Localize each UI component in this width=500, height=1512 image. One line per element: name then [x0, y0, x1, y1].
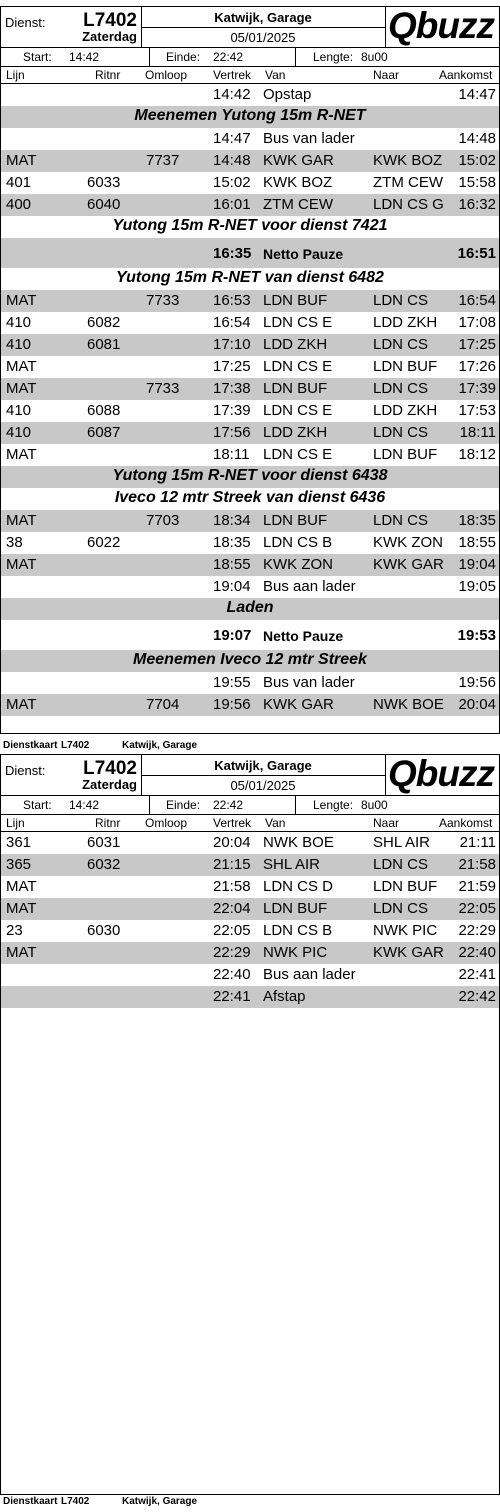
from-stop: LDN CS E	[263, 358, 333, 375]
trip-row	[1, 986, 499, 1008]
to-stop: KWK BOZ	[373, 152, 443, 169]
departure-time: 19:07	[213, 627, 252, 644]
arrival-time: 22:05	[458, 900, 496, 917]
start-time: 14:42	[69, 50, 100, 64]
line-number: 410	[6, 314, 32, 331]
from-stop: LDN BUF	[263, 512, 328, 529]
from-stop: Bus aan lader	[263, 578, 356, 595]
start-label: Start:	[23, 798, 52, 812]
trip-row	[1, 444, 499, 466]
line-number: MAT	[6, 900, 37, 917]
dienst-number: L7402	[83, 10, 137, 31]
arrival-time: 18:11	[459, 424, 496, 441]
schedule-table	[1, 832, 499, 1008]
arrival-time: 19:05	[458, 578, 496, 595]
footer-label: Dienstkaart	[3, 1496, 58, 1507]
line-number: 361	[6, 834, 32, 851]
departure-time: 15:02	[213, 174, 251, 191]
from-stop: KWK ZON	[263, 556, 333, 573]
trip-row	[1, 694, 499, 716]
to-stop: LDN CS G	[373, 196, 444, 213]
arrival-time: 19:56	[458, 674, 496, 691]
arrival-time: 15:58	[458, 174, 496, 191]
day-label: Zaterdag	[82, 777, 137, 792]
from-stop: LDN BUF	[263, 900, 328, 917]
block-number: 7733	[146, 292, 180, 309]
end-time: 22:42	[213, 798, 244, 812]
location: Katwijk, Garage	[214, 10, 312, 25]
arrival-time: 14:48	[458, 130, 496, 147]
departure-time: 16:53	[213, 292, 251, 309]
logo-cell	[386, 7, 499, 47]
from-stop: Bus van lader	[263, 130, 355, 147]
trip-row	[1, 576, 499, 598]
arrival-time: 18:35	[458, 512, 496, 529]
section-title: Meenemen Yutong 15m R-NET	[134, 107, 366, 124]
trip-number: 6040	[87, 196, 121, 213]
start-time: 14:42	[69, 798, 100, 812]
location-cell	[141, 755, 386, 795]
departure-time: 22:05	[213, 922, 251, 939]
arrival-time: 14:47	[458, 86, 496, 103]
from-stop: Afstap	[263, 988, 306, 1005]
trip-row	[1, 920, 499, 942]
trip-row	[1, 150, 499, 172]
from-stop: SHL AIR	[263, 856, 320, 873]
col-van: Van	[265, 816, 286, 830]
qbuzz-logo: Qbuzz	[388, 753, 494, 794]
col-omloop: Omloop	[145, 816, 188, 830]
line-number: MAT	[6, 556, 37, 573]
start-label: Start:	[23, 50, 52, 64]
arrival-time: 19:53	[457, 627, 496, 644]
block-number: 7733	[146, 380, 180, 397]
departure-time: 22:40	[213, 966, 251, 983]
col-naar: Naar	[373, 68, 400, 82]
departure-time: 16:54	[213, 314, 251, 331]
trip-row	[1, 964, 499, 986]
pause-row	[1, 238, 499, 268]
col-naar: Naar	[373, 816, 400, 830]
trip-row	[1, 128, 499, 150]
departure-time: 18:34	[213, 512, 251, 529]
line-number: MAT	[6, 696, 37, 713]
arrival-time: 22:29	[458, 922, 496, 939]
departure-time: 20:04	[213, 834, 251, 851]
section-title: Yutong 15m R-NET voor dienst 7421	[112, 217, 388, 234]
departure-time: 19:04	[213, 578, 251, 595]
line-number: MAT	[6, 292, 37, 309]
section-heading-row	[1, 598, 499, 620]
arrival-time: 17:26	[458, 358, 496, 375]
section-heading-row	[1, 650, 499, 672]
departure-time: 16:01	[213, 196, 251, 213]
end-label: Einde:	[166, 50, 201, 64]
length-value: 8u00	[361, 50, 388, 64]
line-number: 365	[6, 856, 32, 873]
trip-number: 6031	[87, 834, 121, 851]
footer-dienst: L7402	[61, 740, 90, 751]
from-stop: KWK BOZ	[263, 174, 333, 191]
col-vertrek: Vertrek	[213, 816, 252, 830]
departure-time: 18:55	[213, 556, 251, 573]
to-stop: ZTM CEW	[373, 174, 443, 191]
to-stop: KWK ZON	[373, 534, 443, 551]
line-number: MAT	[6, 358, 37, 375]
col-aankomst: Aankomst	[439, 816, 493, 830]
length-value: 8u00	[361, 798, 388, 812]
arrival-time: 21:58	[458, 856, 496, 873]
dienstkaart-page-2	[0, 754, 500, 1495]
trip-row	[1, 422, 499, 444]
to-stop: LDN BUF	[373, 878, 438, 895]
col-omloop: Omloop	[145, 68, 188, 82]
line-number: 410	[6, 424, 32, 441]
location: Katwijk, Garage	[214, 758, 312, 773]
col-ritnr: Ritnr	[95, 68, 121, 82]
trip-number: 6088	[87, 402, 121, 419]
departure-time: 17:10	[213, 336, 251, 353]
card-header	[1, 7, 499, 48]
arrival-time: 17:25	[458, 336, 496, 353]
departure-time: 19:55	[213, 674, 251, 691]
trip-row	[1, 832, 499, 854]
line-number: MAT	[6, 380, 37, 397]
arrival-time: 20:04	[458, 696, 496, 713]
col-ritnr: Ritnr	[95, 816, 121, 830]
from-stop: Bus aan lader	[263, 966, 356, 983]
dienst-label: Dienst:	[5, 15, 46, 30]
departure-time: 21:15	[213, 856, 251, 873]
to-stop: LDD ZKH	[373, 402, 438, 419]
pause-row	[1, 620, 499, 650]
line-number: 400	[6, 196, 32, 213]
departure-time: 14:42	[213, 86, 251, 103]
departure-time: 22:41	[213, 988, 251, 1005]
from-stop: LDN CS E	[263, 314, 333, 331]
to-stop: LDN CS	[373, 292, 429, 309]
from-stop: LDN BUF	[263, 292, 328, 309]
to-stop: LDN CS	[373, 380, 429, 397]
dienst-label: Dienst:	[5, 763, 46, 778]
dienstkaart-page-1	[0, 6, 500, 734]
section-heading-row	[1, 106, 499, 128]
trip-row	[1, 876, 499, 898]
line-number: 410	[6, 336, 32, 353]
departure-time: 17:39	[213, 402, 251, 419]
line-number: MAT	[6, 878, 37, 895]
from-stop: ZTM CEW	[263, 196, 333, 213]
to-stop: SHL AIR	[373, 834, 430, 851]
trip-row	[1, 356, 499, 378]
arrival-time: 16:54	[458, 292, 496, 309]
col-vertrek: Vertrek	[213, 68, 252, 82]
trip-row	[1, 898, 499, 920]
departure-time: 17:38	[213, 380, 251, 397]
to-stop: LDN BUF	[373, 358, 438, 375]
day-label: Zaterdag	[82, 29, 137, 44]
dienst-cell	[1, 7, 142, 47]
trip-number: 6082	[87, 314, 121, 331]
trip-row	[1, 554, 499, 576]
trip-row	[1, 172, 499, 194]
departure-time: 14:48	[213, 152, 251, 169]
trip-number: 6022	[87, 534, 121, 551]
card-header	[1, 755, 499, 796]
to-stop: LDN BUF	[373, 446, 438, 463]
departure-time: 22:29	[213, 944, 251, 961]
trip-row	[1, 510, 499, 532]
column-header-row	[1, 815, 499, 832]
departure-time: 22:04	[213, 900, 251, 917]
arrival-time: 22:41	[458, 966, 496, 983]
to-stop: LDD ZKH	[373, 314, 438, 331]
location-cell	[141, 7, 386, 47]
trip-row	[1, 400, 499, 422]
to-stop: LDN CS	[373, 512, 429, 529]
section-heading-row	[1, 268, 499, 290]
trip-row	[1, 378, 499, 400]
arrival-time: 16:51	[457, 245, 496, 262]
departure-time: 16:35	[213, 245, 252, 262]
pause-label: Netto Pauze	[263, 628, 344, 644]
to-stop: NWK PIC	[373, 922, 438, 939]
trip-number: 6032	[87, 856, 121, 873]
from-stop: LDD ZKH	[263, 424, 328, 441]
qbuzz-logo: Qbuzz	[388, 5, 494, 46]
to-stop: NWK BOE	[373, 696, 444, 713]
arrival-time: 15:02	[458, 152, 496, 169]
from-stop: Opstap	[263, 86, 312, 103]
col-aankomst: Aankomst	[439, 68, 493, 82]
from-stop: KWK GAR	[263, 152, 334, 169]
dienst-cell	[1, 755, 142, 795]
from-stop: LDN BUF	[263, 380, 328, 397]
length-label: Lengte:	[313, 50, 354, 64]
dienst-number: L7402	[83, 758, 137, 779]
line-number: 38	[6, 534, 23, 551]
from-stop: NWK PIC	[263, 944, 328, 961]
section-heading-row	[1, 488, 499, 510]
trip-number: 6081	[87, 336, 121, 353]
arrival-time: 17:53	[458, 402, 496, 419]
trip-row	[1, 84, 499, 106]
line-number: 401	[6, 174, 32, 191]
arrival-time: 22:42	[458, 988, 496, 1005]
line-number: 410	[6, 402, 32, 419]
arrival-time: 18:12	[458, 446, 496, 463]
column-header-row	[1, 67, 499, 84]
section-heading-row	[1, 466, 499, 488]
section-title: Yutong 15m R-NET voor dienst 6438	[112, 467, 388, 484]
arrival-time: 22:40	[458, 944, 496, 961]
date: 05/01/2025	[230, 778, 296, 793]
block-number: 7704	[146, 696, 180, 713]
col-lijn: Lijn	[6, 816, 25, 830]
arrival-time: 21:11	[459, 834, 496, 851]
to-stop: LDN CS	[373, 424, 429, 441]
departure-time: 19:56	[213, 696, 251, 713]
departure-time: 21:58	[213, 878, 251, 895]
line-number: MAT	[6, 152, 37, 169]
section-title: Meenemen Iveco 12 mtr Streek	[133, 651, 367, 668]
departure-time: 17:56	[213, 424, 251, 441]
col-van: Van	[265, 68, 286, 82]
time-summary-row	[1, 48, 499, 67]
trip-row	[1, 942, 499, 964]
line-number: 23	[6, 922, 23, 939]
length-label: Lengte:	[313, 798, 354, 812]
to-stop: LDN CS	[373, 856, 429, 873]
arrival-time: 21:59	[458, 878, 496, 895]
line-number: MAT	[6, 512, 37, 529]
trip-row	[1, 672, 499, 694]
from-stop: LDD ZKH	[263, 336, 328, 353]
departure-time: 18:11	[213, 446, 250, 463]
from-stop: KWK GAR	[263, 696, 334, 713]
to-stop: LDN CS	[373, 336, 429, 353]
time-summary-row	[1, 796, 499, 815]
from-stop: LDN CS E	[263, 402, 333, 419]
departure-time: 14:47	[213, 130, 251, 147]
departure-time: 17:25	[213, 358, 251, 375]
trip-row	[1, 290, 499, 312]
to-stop: KWK GAR	[373, 944, 444, 961]
arrival-time: 16:32	[458, 196, 496, 213]
section-heading-row	[1, 216, 499, 238]
trip-number: 6030	[87, 922, 121, 939]
trip-row	[1, 312, 499, 334]
col-lijn: Lijn	[6, 68, 25, 82]
trip-row	[1, 334, 499, 356]
footer-label: Dienstkaart	[3, 740, 58, 751]
end-label: Einde:	[166, 798, 201, 812]
arrival-time: 18:55	[458, 534, 496, 551]
section-title: Iveco 12 mtr Streek van dienst 6436	[114, 489, 386, 506]
from-stop: LDN CS B	[263, 922, 333, 939]
to-stop: LDN CS	[373, 900, 429, 917]
pause-label: Netto Pauze	[263, 246, 344, 262]
block-number: 7703	[146, 512, 180, 529]
footer-location: Katwijk, Garage	[122, 1496, 198, 1507]
arrival-time: 17:08	[458, 314, 496, 331]
block-number: 7737	[146, 152, 180, 169]
line-number: MAT	[6, 446, 37, 463]
from-stop: LDN CS D	[263, 878, 334, 895]
section-title: Laden	[226, 599, 274, 616]
footer-dienst: L7402	[61, 1496, 90, 1507]
end-time: 22:42	[213, 50, 244, 64]
schedule-table	[1, 84, 499, 716]
from-stop: LDN CS E	[263, 446, 333, 463]
trip-row	[1, 194, 499, 216]
from-stop: Bus van lader	[263, 674, 355, 691]
line-number: MAT	[6, 944, 37, 961]
from-stop: NWK BOE	[263, 834, 334, 851]
footer-location: Katwijk, Garage	[122, 740, 198, 751]
section-title: Yutong 15m R-NET van dienst 6482	[116, 269, 384, 286]
trip-number: 6087	[87, 424, 121, 441]
trip-number: 6033	[87, 174, 121, 191]
from-stop: LDN CS B	[263, 534, 333, 551]
arrival-time: 19:04	[458, 556, 496, 573]
departure-time: 18:35	[213, 534, 251, 551]
date: 05/01/2025	[230, 30, 296, 45]
to-stop: KWK GAR	[373, 556, 444, 573]
trip-row	[1, 532, 499, 554]
arrival-time: 17:39	[458, 380, 496, 397]
logo-cell	[386, 755, 499, 795]
trip-row	[1, 854, 499, 876]
